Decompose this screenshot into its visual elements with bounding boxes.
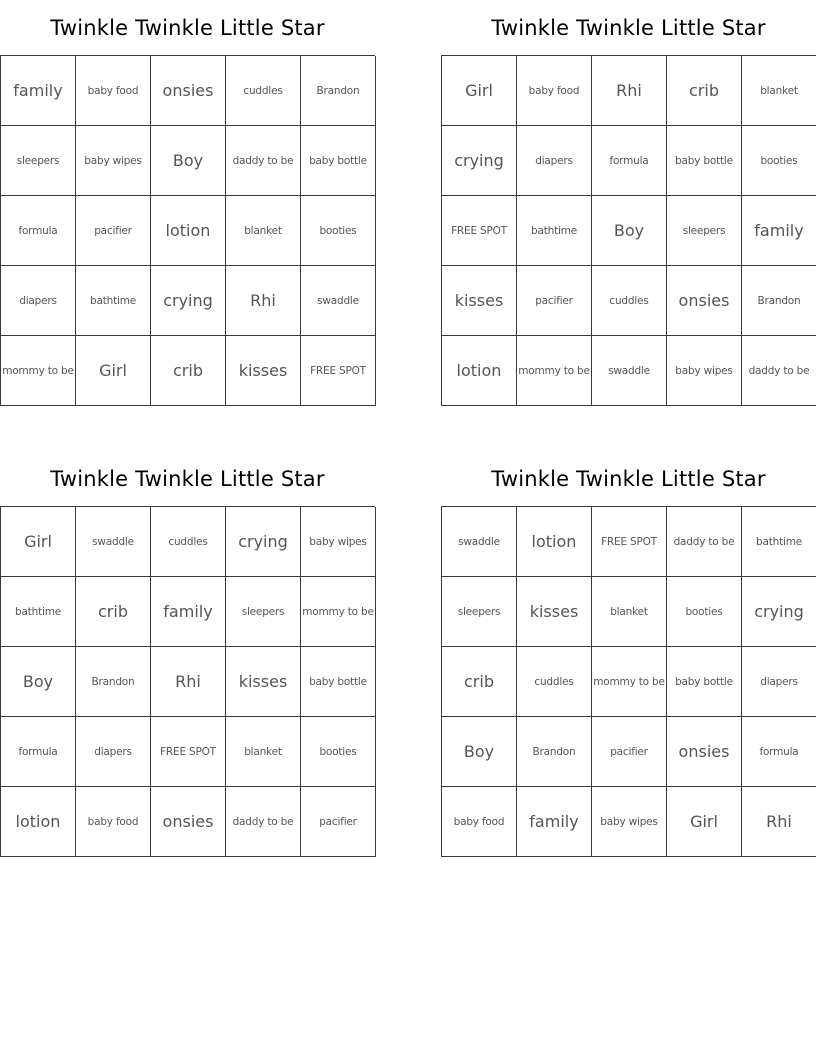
card-title: Twinkle Twinkle Little Star (491, 16, 766, 40)
bingo-cell: Rhi (742, 787, 816, 857)
bingo-cell: booties (742, 126, 816, 196)
bingo-cell: family (517, 787, 592, 857)
bingo-cell: baby bottle (301, 126, 376, 196)
bingo-cell: crib (442, 647, 517, 717)
bingo-cell: crib (151, 336, 226, 406)
bingo-cell: FREE SPOT (301, 336, 376, 406)
bingo-cell: cuddles (151, 507, 226, 577)
bingo-cell: Rhi (226, 266, 301, 336)
bingo-cell: blanket (592, 577, 667, 647)
bingo-grid (441, 55, 816, 406)
bingo-cell: formula (742, 717, 816, 787)
bingo-cell: baby wipes (592, 787, 667, 857)
bingo-cell: family (151, 577, 226, 647)
bingo-cell: Boy (1, 647, 76, 717)
bingo-cell: booties (301, 196, 376, 266)
bingo-cell: crib (76, 577, 151, 647)
bingo-cell: family (1, 56, 76, 126)
bingo-cell: diapers (742, 647, 816, 717)
card-title: Twinkle Twinkle Little Star (50, 467, 325, 491)
bingo-cell: baby wipes (76, 126, 151, 196)
bingo-cell: Girl (667, 787, 742, 857)
bingo-cell: Brandon (742, 266, 816, 336)
bingo-cell: formula (1, 196, 76, 266)
bingo-cell: daddy to be (226, 126, 301, 196)
bingo-cell: baby food (76, 56, 151, 126)
bingo-cell: Rhi (592, 56, 667, 126)
bingo-grid (0, 506, 375, 857)
bingo-cell: baby food (442, 787, 517, 857)
bingo-cell: Brandon (76, 647, 151, 717)
bingo-cell: crib (667, 56, 742, 126)
bingo-cell: sleepers (226, 577, 301, 647)
bingo-cell: onsies (667, 717, 742, 787)
card-title: Twinkle Twinkle Little Star (491, 467, 766, 491)
bingo-cell: formula (1, 717, 76, 787)
bingo-cell: Brandon (517, 717, 592, 787)
bingo-cell: FREE SPOT (592, 507, 667, 577)
bingo-cell: Boy (442, 717, 517, 787)
bingo-cell: sleepers (442, 577, 517, 647)
bingo-cell: blanket (742, 56, 816, 126)
bingo-cell: daddy to be (667, 507, 742, 577)
bingo-cell: Girl (76, 336, 151, 406)
bingo-cell: baby food (76, 787, 151, 857)
bingo-cell: bathtime (517, 196, 592, 266)
bingo-cell: booties (667, 577, 742, 647)
bingo-cell: baby bottle (667, 126, 742, 196)
bingo-cell: Boy (151, 126, 226, 196)
bingo-cell: baby bottle (667, 647, 742, 717)
bingo-cell: sleepers (667, 196, 742, 266)
bingo-cell: mommy to be (1, 336, 76, 406)
bingo-cell: pacifier (517, 266, 592, 336)
bingo-cell: booties (301, 717, 376, 787)
bingo-cell: cuddles (592, 266, 667, 336)
bingo-cell: crying (151, 266, 226, 336)
bingo-cell: swaddle (76, 507, 151, 577)
bingo-grid (441, 506, 816, 857)
bingo-cell: baby wipes (667, 336, 742, 406)
bingo-cell: lotion (151, 196, 226, 266)
bingo-card-4 (441, 451, 816, 857)
bingo-cell: blanket (226, 717, 301, 787)
bingo-cell: pacifier (76, 196, 151, 266)
bingo-cell: diapers (76, 717, 151, 787)
bingo-cell: diapers (1, 266, 76, 336)
bingo-cell: daddy to be (226, 787, 301, 857)
bingo-cell: mommy to be (301, 577, 376, 647)
bingo-cell: mommy to be (592, 647, 667, 717)
bingo-cell: pacifier (301, 787, 376, 857)
bingo-cell: baby wipes (301, 507, 376, 577)
bingo-cell: Brandon (301, 56, 376, 126)
bingo-cell: swaddle (592, 336, 667, 406)
bingo-grid (0, 55, 375, 406)
bingo-cell: Boy (592, 196, 667, 266)
bingo-cell: sleepers (1, 126, 76, 196)
bingo-cell: lotion (517, 507, 592, 577)
bingo-cell: kisses (442, 266, 517, 336)
bingo-cell: Girl (442, 56, 517, 126)
bingo-cell: Rhi (151, 647, 226, 717)
bingo-cell: mommy to be (517, 336, 592, 406)
bingo-cell: lotion (442, 336, 517, 406)
bingo-card-1 (0, 0, 375, 406)
bingo-cell: onsies (667, 266, 742, 336)
bingo-cell: crying (742, 577, 816, 647)
bingo-cell: cuddles (517, 647, 592, 717)
bingo-cell: FREE SPOT (442, 196, 517, 266)
bingo-cell: bathtime (76, 266, 151, 336)
bingo-cell: baby food (517, 56, 592, 126)
bingo-cell: lotion (1, 787, 76, 857)
bingo-cell: crying (442, 126, 517, 196)
bingo-cell: swaddle (301, 266, 376, 336)
bingo-cell: formula (592, 126, 667, 196)
bingo-cell: baby bottle (301, 647, 376, 717)
bingo-cell: FREE SPOT (151, 717, 226, 787)
bingo-cell: Girl (1, 507, 76, 577)
bingo-card-2 (441, 0, 816, 406)
bingo-cell: onsies (151, 56, 226, 126)
bingo-cell: bathtime (742, 507, 816, 577)
bingo-cell: bathtime (1, 577, 76, 647)
bingo-cell: pacifier (592, 717, 667, 787)
bingo-cell: family (742, 196, 816, 266)
bingo-card-3 (0, 451, 375, 857)
bingo-cell: kisses (226, 647, 301, 717)
bingo-cell: swaddle (442, 507, 517, 577)
bingo-cell: diapers (517, 126, 592, 196)
bingo-cell: blanket (226, 196, 301, 266)
bingo-cell: cuddles (226, 56, 301, 126)
bingo-cell: kisses (517, 577, 592, 647)
bingo-cell: daddy to be (742, 336, 816, 406)
bingo-cell: crying (226, 507, 301, 577)
card-title: Twinkle Twinkle Little Star (50, 16, 325, 40)
bingo-cell: onsies (151, 787, 226, 857)
bingo-cell: kisses (226, 336, 301, 406)
